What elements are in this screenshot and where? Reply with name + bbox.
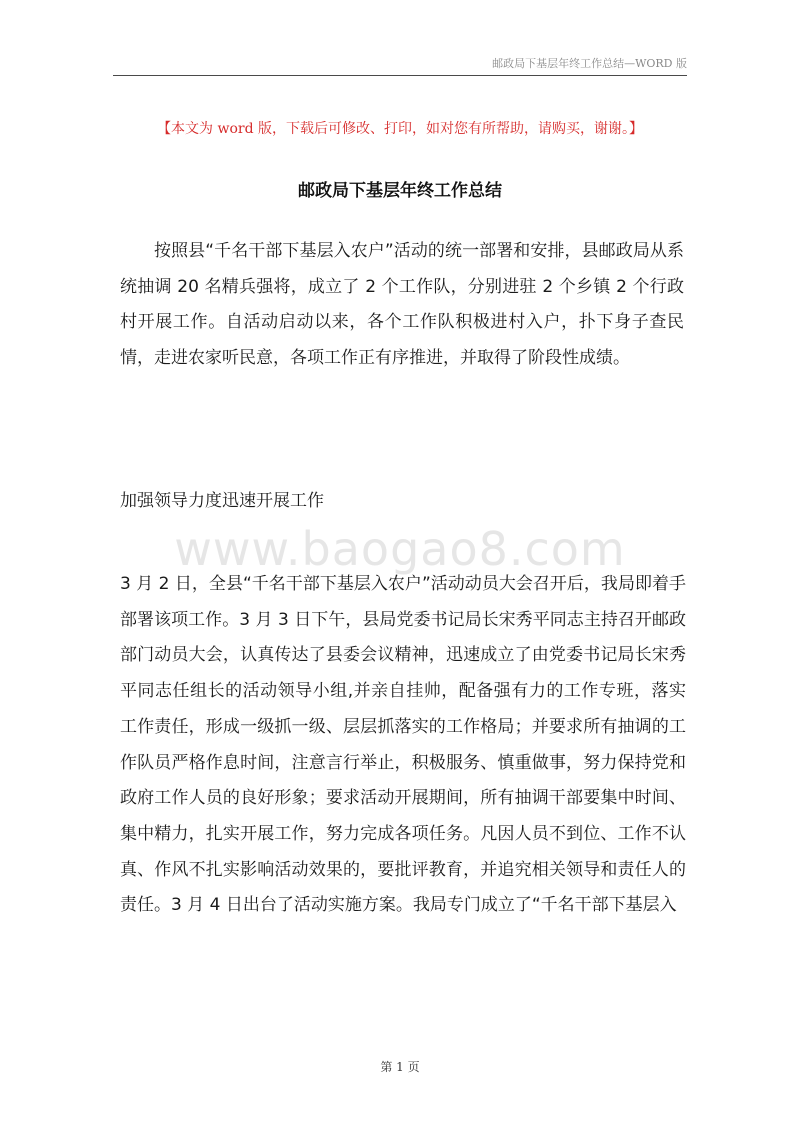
document-title: 邮政局下基层年终工作总结 xyxy=(298,181,502,201)
page-number: 第 1 页 xyxy=(380,1060,420,1074)
running-header: 邮政局下基层年终工作总结—WORD 版 xyxy=(492,57,687,70)
intro-paragraph: 按照县“千名干部下基层入农户”活动的统一部署和安排，县邮政局从系统抽调 20 名精兵强将，成立了 2 个工作队，分别进驻 2 个乡镇 2 个行政村开展工作。自活动启动以来，各个工作队积极进村入户，扑下身子查民情，走进农家听民意，各项工作正有序推进，并取得了阶段性成绩。 xyxy=(120,241,684,369)
section-heading: 加强领导力度迅速开展工作 xyxy=(120,491,324,511)
download-notice: 【本文为 word 版，下载后可修改、打印，如对您有所帮助，请购买，谢谢。】 xyxy=(157,121,643,137)
watermark: www.baogao8.com xyxy=(174,522,626,576)
section-paragraph: 3 月 2 日，全县“千名干部下基层入农户”活动动员大会召开后，我局即着手部署该项工作。3 月 3 日下午，县局党委书记局长宋秀平同志主持召开邮政部门动员大会，认真传达了县委会议精神，迅速成立了由党委书记局长宋秀平同志任组长的活动领导小组,并亲自挂帅，配备强有力的工作专班，落实工作责任，形成一级抓一级、层层抓落实的工作格局；并要求所有抽调的工作队员严格作息时间，注意言行举止，积极服务、慎重做事，努力保持党和政府工作人员的良好形象；要求活动开展期间，所有抽调干部要集中时间、集中精力，扎实开展工作，努力完成各项任务。凡因人员不到位、工作不认真、作风不扎实影响活动效果的，要批评教育，并追究相关领导和责任人的责任。3 月 4 日出台了活动实施方案。我局专门成立了“千名干部下基层入 xyxy=(120,574,686,916)
header-divider xyxy=(113,75,687,76)
